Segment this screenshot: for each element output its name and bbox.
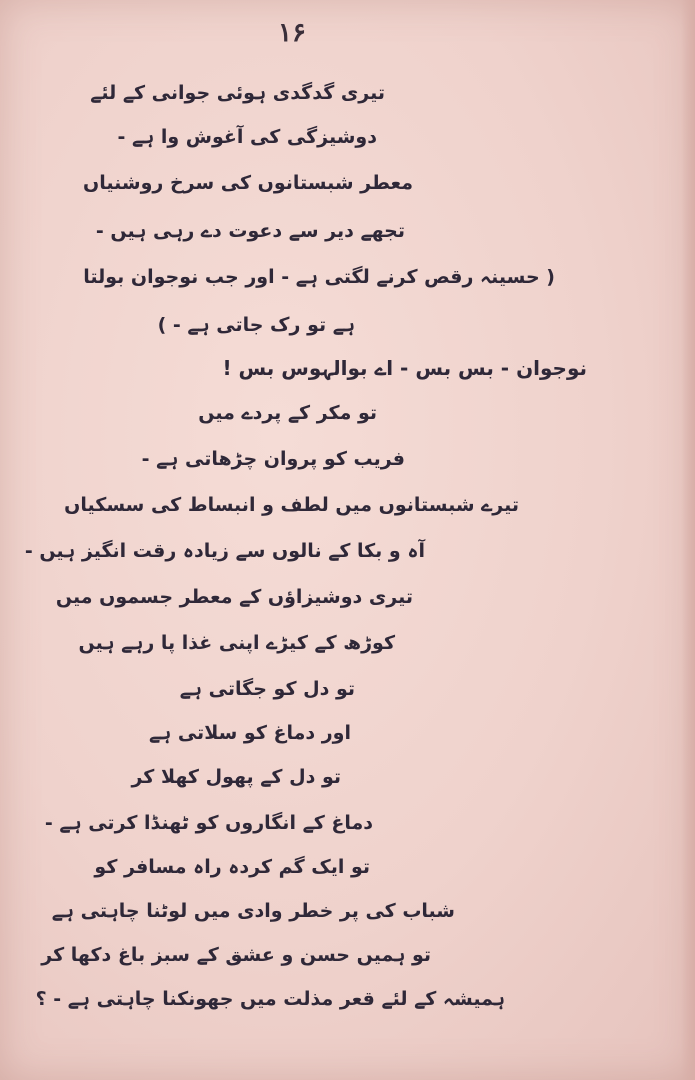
poem-line: دوشیزگی کی آغوش وا ہے - <box>117 126 377 148</box>
page-number: ۱۶ <box>278 18 306 48</box>
poem-line: دماغ کے انگاروں کو ٹھنڈا کرتی ہے - <box>44 812 373 834</box>
poem-line: تو ہمیں حسن و عشق کے سبز باغ دکھا کر <box>41 944 431 966</box>
poem-line: فریب کو پروان چڑھاتی ہے - <box>141 448 405 470</box>
poem-line: تیرے شبستانوں میں لطف و انبساط کی سسکیاں <box>64 494 519 516</box>
poem-line: تیری گدگدی ہوئی جوانی کے لئے <box>90 82 385 104</box>
poem-line: تو ایک گم کردہ راہ مسافر کو <box>94 856 370 878</box>
poem-line: معطر شبستانوں کی سرخ روشنیاں <box>83 172 413 194</box>
poem-line: تو دل کے پھول کھلا کر <box>131 766 341 788</box>
poem-line: شباب کی پر خطر وادی میں لوٹنا چاہتی ہے <box>51 900 455 922</box>
poem-line: تو دل کو جگاتی ہے <box>179 678 355 700</box>
poem-line: کوڑھ کے کیڑے اپنی غذا پا رہے ہیں <box>78 632 395 654</box>
poem-line: تو مکر کے پردے میں <box>198 402 377 424</box>
poem-line: اور دماغ کو سلاتی ہے <box>148 722 351 744</box>
poem-line: آہ و بکا کے نالوں سے زیادہ رقت انگیز ہیں - <box>24 540 425 562</box>
poem-line: ہے تو رک جاتی ہے - ) <box>157 314 355 336</box>
poem-line: تیری دوشیزاؤں کے معطر جسموں میں <box>55 586 413 608</box>
speaker-line: نوجوان - بس بس - اے بوالہوس بس ! <box>222 356 587 380</box>
poem-line: ہمیشہ کے لئے قعر مذلت میں جھونکنا چاہتی ہے - ؟ <box>35 988 505 1010</box>
poem-line: ( حسینہ رقص کرنے لگتی ہے - اور جب نوجوان بولتا <box>83 266 555 288</box>
poem-line: تجھے دیر سے دعوت دے رہی ہیں - <box>95 220 405 242</box>
